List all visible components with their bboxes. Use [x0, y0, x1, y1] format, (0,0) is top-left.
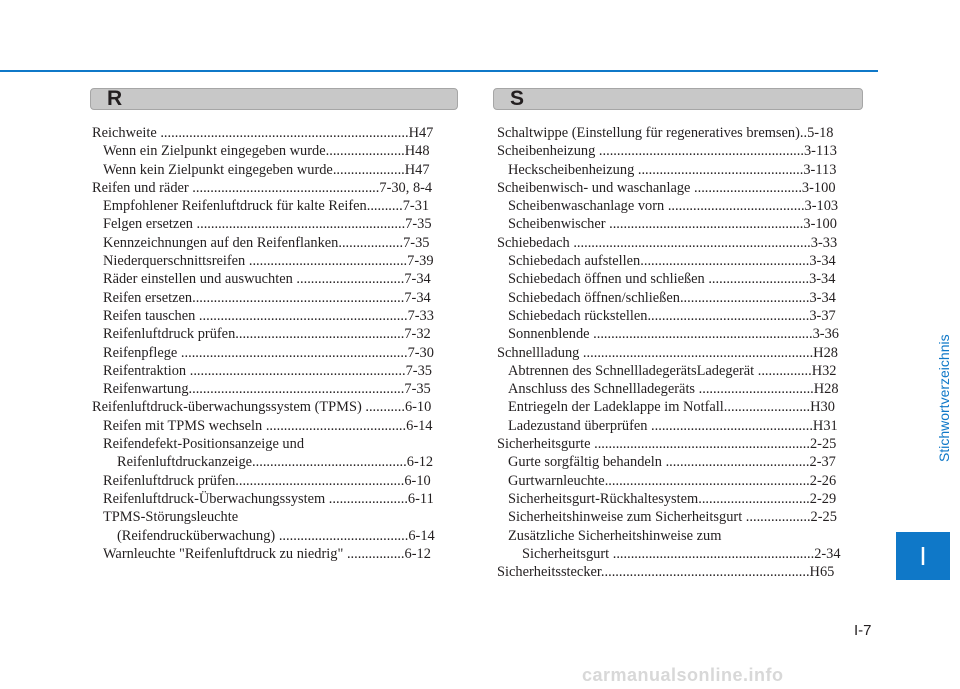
index-entry: (Reifendrucküberwachung) ....................................6-14	[117, 527, 435, 544]
index-entry: Reifenluftdruck-überwachungssystem (TPMS) ...........6-10	[92, 399, 432, 416]
index-entry: Ladezustand überprüfen .............................................H31	[508, 417, 838, 434]
page-number: I-7	[854, 622, 872, 639]
index-entry: Gurtwarnleuchte.........................................................2-26	[508, 472, 837, 489]
index-entry: Warnleuchte "Reifenluftdruck zu niedrig" ................6-12	[103, 545, 431, 562]
index-entry: Reichweite .....................................................................H47	[92, 125, 434, 141]
index-entry: Anschluss des Schnellladegeräts ................................H28	[508, 381, 839, 398]
index-entry: Heckscheibenheizung ..............................................3-113	[508, 161, 837, 178]
index-entry: Räder einstellen und auswuchten ..............................7-34	[103, 271, 431, 288]
index-entry: Empfohlener Reifenluftdruck für kalte Reifen..........7-31	[103, 198, 430, 215]
index-entry: Reifen ersetzen...........................................................7-34	[103, 289, 431, 306]
section-letter-r: R	[107, 87, 123, 110]
index-entry: Sonnenblende .............................................................3-36	[508, 326, 839, 343]
index-entry: Niederquerschnittsreifen ............................................7-39	[103, 253, 434, 270]
index-column-s	[497, 124, 867, 581]
sidebar-title: Stichwortverzeichnis	[936, 334, 952, 462]
index-entry: Entriegeln der Ladeklappe im Notfall........................H30	[508, 399, 835, 416]
index-entry: Zusätzliche Sicherheitshinweise zum	[508, 527, 722, 544]
index-entry: Reifenluftdruck-Überwachungssystem ......................6-11	[103, 490, 434, 507]
index-entry: Scheibenwischer ......................................................3-100	[508, 216, 837, 233]
watermark-text: carmanualsonline.info	[582, 665, 784, 685]
index-entry: Sicherheitsgurte ............................................................2-25	[497, 436, 837, 453]
index-entry: TPMS-Störungsleuchte	[103, 509, 239, 526]
section-letter-s: S	[510, 87, 525, 110]
index-entry: Sicherheitsstecker..........................................................H65	[497, 564, 835, 581]
index-entry: Sicherheitsgurt-Rückhaltesystem...............................2-29	[508, 490, 837, 507]
index-entry: Scheibenheizung .........................................................3-113	[497, 143, 838, 160]
index-entry: Schnellladung ................................................................H28	[497, 344, 838, 361]
index-entry: Reifen mit TPMS wechseln .......................................6-14	[103, 417, 433, 434]
index-entry: Reifenluftdruck prüfen...............................................6-10	[103, 472, 431, 489]
index-entry: Sicherheitshinweise zum Sicherheitsgurt ..................2-25	[508, 509, 837, 526]
index-entry: Reifentraktion ............................................................7-35	[103, 362, 432, 379]
index-column-r	[92, 124, 462, 563]
index-entry: Wenn kein Zielpunkt eingegeben wurde....................H47	[103, 161, 430, 178]
index-entry: Wenn ein Zielpunkt eingegeben wurde......................H48	[103, 143, 430, 160]
index-entry: Abtrennen des SchnellladegerätsLadegerät ...............H32	[508, 362, 837, 379]
index-entry: Sicherheitsgurt ........................................................2-34	[522, 545, 841, 562]
index-entry: Gurte sorgfältig behandeln ........................................2-37	[508, 454, 836, 471]
index-entry: Schiebedach rückstellen.............................................3-37	[508, 307, 836, 324]
index-entry: Reifen und räder ....................................................7-30, 8-4	[92, 179, 433, 196]
index-entry: Reifenwartung............................................................7-35	[103, 381, 431, 398]
index-entry: Scheibenwisch- und waschanlage ..............................3-100	[497, 179, 836, 196]
index-entry: Schiebedach aufstellen...............................................3-34	[508, 253, 836, 270]
section-header-r	[90, 88, 458, 110]
top-rule	[0, 70, 878, 72]
index-entry: Reifenluftdruckanzeige...........................................6-12	[117, 454, 434, 471]
index-entry: Schaltwippe (Einstellung für regeneratives bremsen)..5-18	[497, 125, 834, 141]
index-entry: Schiebedach öffnen und schließen ............................3-34	[508, 271, 836, 288]
index-entry: Scheibenwaschanlage vorn ......................................3-103	[508, 198, 839, 215]
index-entry: Reifenpflege ...............................................................7-30	[103, 344, 434, 361]
index-entry: Reifenluftdruck prüfen...............................................7-32	[103, 326, 431, 343]
index-entry: Reifendefekt-Positionsanzeige und	[103, 436, 305, 453]
index-entry: Kennzeichnungen auf den Reifenflanken..................7-35	[103, 234, 430, 251]
index-entry: Schiebedach ..................................................................3-33	[497, 234, 838, 251]
section-header-s	[493, 88, 863, 110]
index-entry: Felgen ersetzen ..........................................................7-35	[103, 216, 432, 233]
index-entry: Reifen tauschen ..........................................................7-33	[103, 307, 434, 324]
index-entry: Schiebedach öffnen/schließen....................................3-34	[508, 289, 836, 306]
index-tab[interactable]: I	[896, 532, 950, 580]
